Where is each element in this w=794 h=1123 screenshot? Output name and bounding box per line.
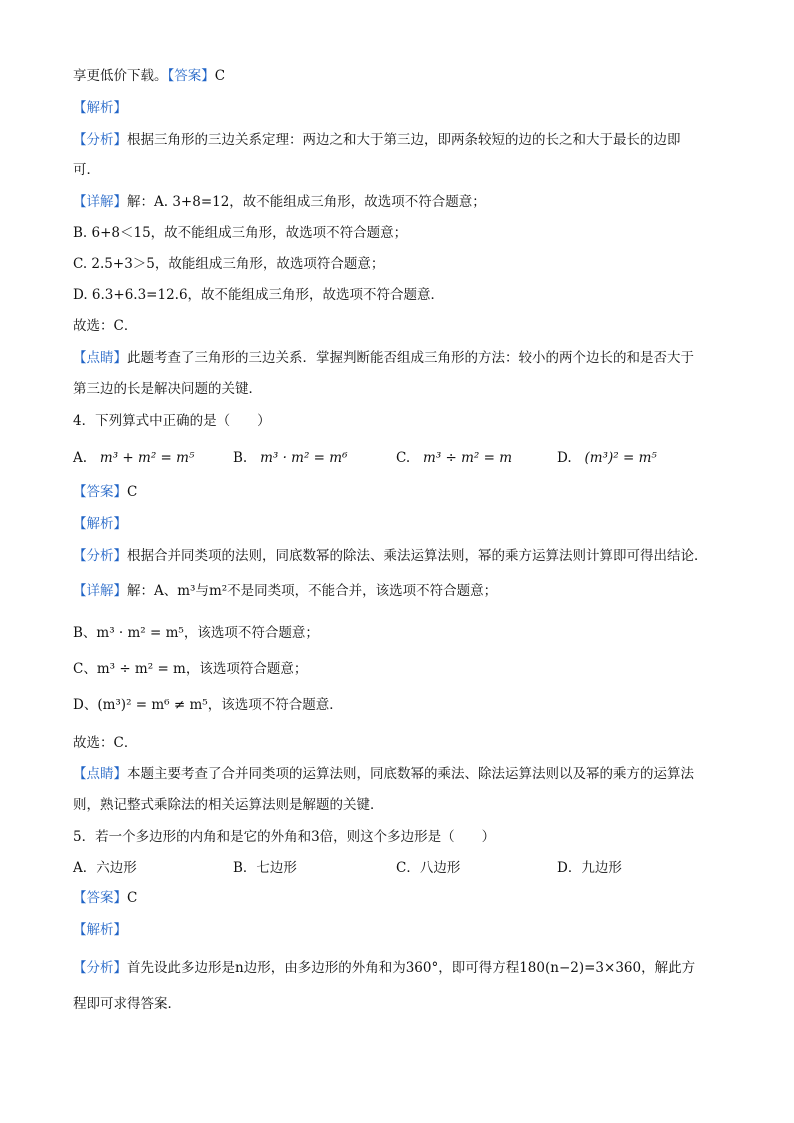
option-expression: m³ ÷ m² = m: [423, 450, 513, 466]
text-line: [73, 888, 137, 908]
line-text: 解：A、m³与m²不是同类项，不能合并，该选项不符合题意；: [127, 583, 498, 599]
analysis-heading: [73, 98, 127, 118]
analysis-tag: 【解析】: [73, 516, 127, 532]
question-5-stem: [73, 827, 495, 847]
option-text: D．九边形: [557, 860, 622, 876]
q5-option-b: [233, 858, 297, 878]
answer-tag: 【答案】: [167, 68, 215, 84]
text-line: [73, 958, 695, 978]
text-line: [73, 659, 307, 679]
line-text: 解：A. 3+8=12，故不能组成三角形，故选项不符合题意；: [127, 194, 486, 210]
fenxi-tag: 【分析】: [73, 132, 127, 148]
xiangjie-tag: 【详解】: [73, 583, 127, 599]
text-line: [73, 546, 708, 566]
analysis-tag: 【解析】: [73, 922, 127, 938]
text-line: [73, 316, 137, 336]
option-text: B．七边形: [233, 860, 297, 876]
line-text: C. 2.5+3＞5，故能组成三角形，故选项符合题意；: [73, 256, 385, 272]
line-text: D、(m³)² = m⁶ ≠ m⁵，该选项不符合题意．: [73, 697, 343, 713]
line-text: 则，熟记整式乘除法的相关运算法则是解题的关键．: [73, 797, 384, 813]
option-text: C．八边形: [396, 860, 461, 876]
question-4-stem: [73, 411, 271, 431]
analysis-heading: [73, 920, 127, 940]
line-text: 此题考查了三角形的三边关系．掌握判断能否组成三角形的方法：较小的两个边长的和是否大于: [127, 350, 694, 366]
text-line: [73, 66, 225, 86]
fenxi-tag: 【分析】: [73, 960, 127, 976]
text-line: [73, 192, 486, 212]
text-line: [73, 130, 681, 150]
text-line: [73, 285, 444, 305]
dianjing-tag: 【点睛】: [73, 766, 127, 782]
answer-value: C: [127, 890, 138, 906]
q4-option-c: [396, 448, 512, 468]
line-text: B、m³ · m² = m⁵，该选项不符合题意；: [73, 625, 319, 641]
fenxi-tag: 【分析】: [73, 548, 127, 564]
line-text: B. 6+8＜15，故不能组成三角形，故选项不符合题意；: [73, 225, 408, 241]
dianjing-tag: 【点睛】: [73, 350, 127, 366]
text-line: [73, 623, 319, 643]
line-text: 可．: [73, 162, 100, 178]
line-text: 第三边的长是解决问题的关键．: [73, 381, 262, 397]
line-text: 根据合并同类项的法则，同底数幂的除法、乘法运算法则，幂的乘方运算法则计算即可得出结论．: [127, 548, 708, 564]
line-text: 故选：C．: [73, 318, 138, 334]
q4-option-d: [557, 448, 657, 468]
text-line: [73, 160, 100, 180]
option-expression: (m³)² = m⁵: [584, 450, 657, 466]
option-label: D.: [557, 450, 572, 466]
text-line: [73, 223, 407, 243]
option-text: A．六边形: [73, 860, 137, 876]
line-text: 程即可求得答案．: [73, 996, 181, 1012]
text-line: [73, 379, 262, 399]
option-expression: m³ · m² = m⁶: [260, 450, 348, 466]
q4-option-b: [233, 448, 348, 468]
text-line: [73, 795, 384, 815]
answer-value: C: [214, 68, 226, 84]
line-text: 故选：C．: [73, 735, 138, 751]
q5-option-d: [557, 858, 622, 878]
text-line: [73, 733, 137, 753]
text-line: [73, 482, 137, 502]
line-text: 根据三角形的三边关系定理：两边之和大于第三边，即两条较短的边的长之和大于最长的边即: [127, 132, 681, 148]
text-line: [73, 764, 694, 784]
line-text: 首先设此多边形是n边形，由多边形的外角和为360°，即可得方程180(n−2)=3×360，解此方: [127, 960, 696, 976]
q5-option-a: [73, 858, 137, 878]
line-text: D. 6.3+6.3=12.6，故不能组成三角形，故选项不符合题意．: [73, 287, 445, 303]
line-text: 享更低价下载。: [73, 68, 168, 84]
xiangjie-tag: 【详解】: [73, 194, 127, 210]
q4-option-a: [73, 448, 194, 468]
option-label: B.: [233, 450, 248, 466]
text-line: [73, 994, 181, 1014]
text-line: [73, 348, 694, 368]
line-text: C、m³ ÷ m² = m，该选项符合题意；: [73, 661, 308, 677]
option-expression: m³ + m² = m⁵: [99, 450, 195, 466]
analysis-tag: 【解析】: [73, 100, 127, 116]
line-text: 4．下列算式中正确的是（ ）: [73, 413, 271, 429]
text-line: [73, 581, 497, 601]
option-label: C.: [396, 450, 411, 466]
answer-tag: 【答案】: [73, 484, 127, 500]
q5-option-c: [396, 858, 460, 878]
text-line: [73, 254, 384, 274]
line-text: 5．若一个多边形的内角和是它的外角和3倍，则这个多边形是（ ）: [73, 829, 496, 845]
answer-value: C: [127, 484, 138, 500]
answer-tag: 【答案】: [73, 890, 127, 906]
option-label: A.: [73, 450, 88, 466]
line-text: 本题主要考查了合并同类项的运算法则，同底数幂的乘法、除法运算法则以及幂的乘方的运算法: [127, 766, 694, 782]
analysis-heading: [73, 514, 127, 534]
text-line: [73, 695, 343, 715]
